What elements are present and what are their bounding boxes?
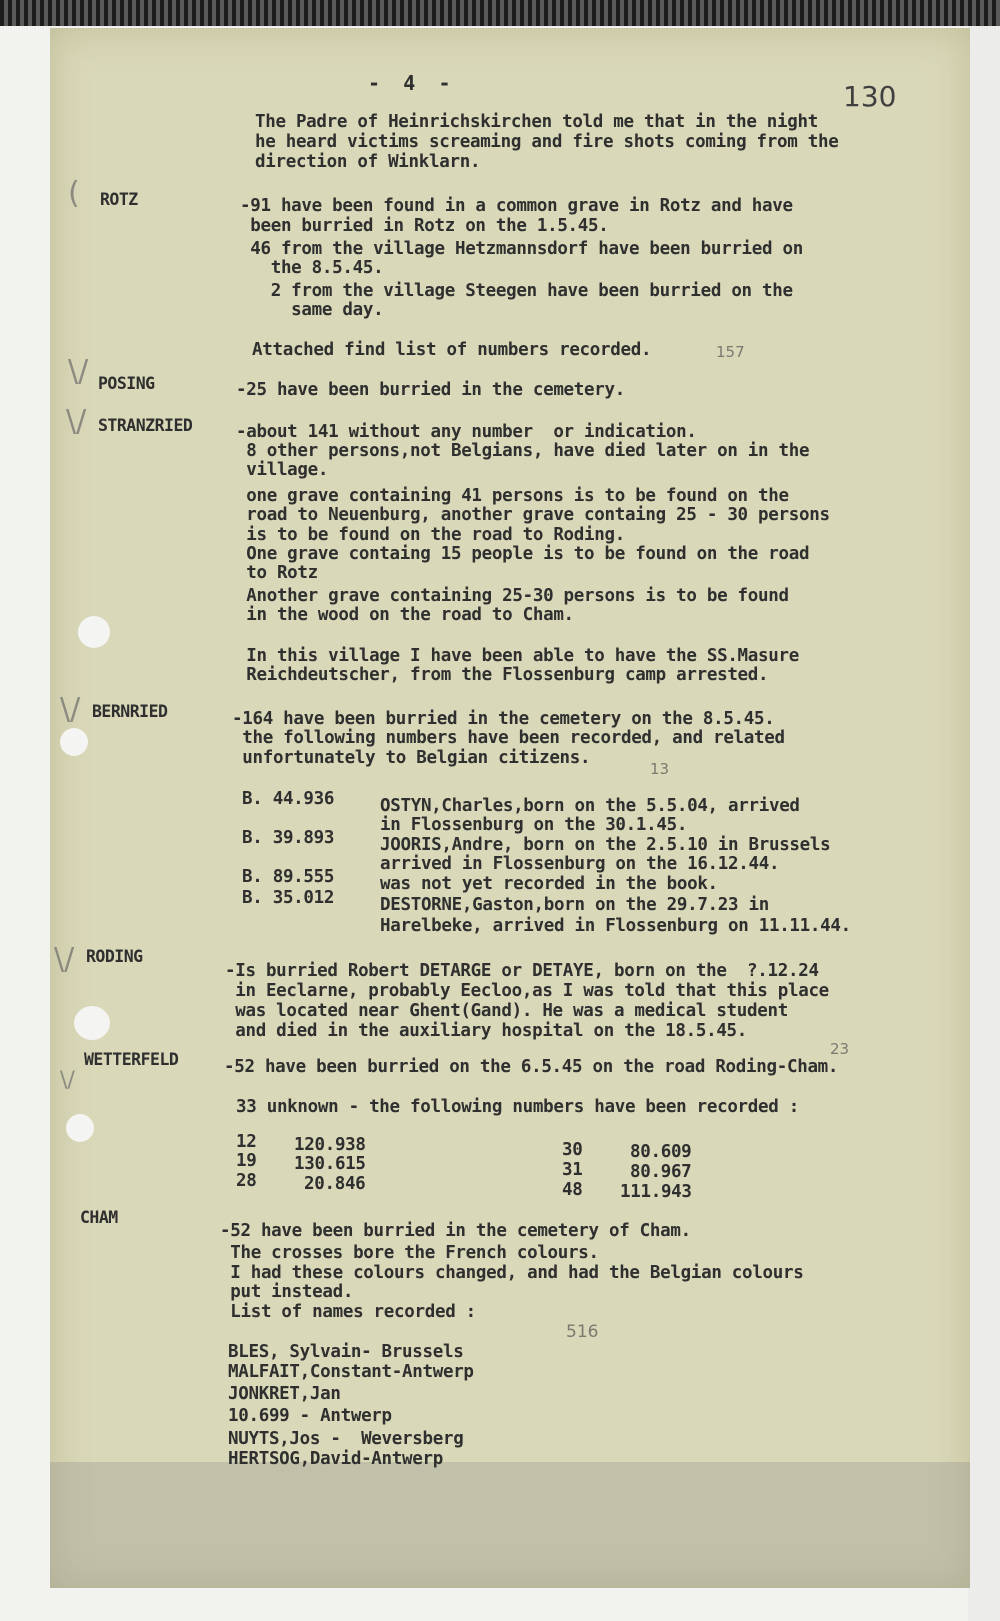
- table-number: 80.609: [630, 1142, 692, 1162]
- section-label-cham: CHAM: [80, 1208, 118, 1227]
- section-label-bernried: BERNRIED: [92, 702, 168, 721]
- table-number: 130.615: [294, 1154, 366, 1174]
- text-line: I had these colours changed, and had the Belgian colours: [220, 1263, 804, 1283]
- name-entry: JONKRET,Jan: [228, 1384, 341, 1404]
- pencil-tick-mark: \/: [68, 354, 89, 389]
- text-line: in Eeclarne, probably Eecloo,as I was told that this place: [225, 981, 829, 1001]
- text-line: -about 141 without any number or indication.: [236, 422, 697, 442]
- table-number: 120.938: [294, 1135, 366, 1155]
- text-line: village.: [236, 460, 329, 480]
- text-line: Attached find list of numbers recorded.: [252, 340, 652, 360]
- punch-hole: [74, 1006, 110, 1040]
- name-entry: NUYTS,Jos - Weversberg: [228, 1429, 464, 1449]
- text-line: -52 have been burried on the 6.5.45 on the road Roding-Cham.: [224, 1057, 839, 1077]
- pencil-tick-mark: \/: [66, 404, 87, 439]
- text-line: is to be found on the road to Roding.: [236, 525, 625, 545]
- page-number: - 4 -: [368, 71, 451, 95]
- record-number: B. 39.893: [242, 828, 335, 848]
- pencil-note: 23: [830, 1040, 850, 1058]
- name-entry: MALFAIT,Constant-Antwerp: [228, 1362, 474, 1382]
- section-label-posing: POSING: [98, 374, 155, 393]
- text-line: 2 from the village Steegen have been burried on the: [240, 281, 793, 301]
- table-index: 30: [562, 1140, 583, 1160]
- punch-hole: [60, 728, 88, 756]
- record-text: in Flossenburg on the 30.1.45.: [380, 815, 688, 835]
- text-line: In this village I have been able to have the SS.Masure: [236, 646, 799, 666]
- text-line: -52 have been burried in the cemetery of Cham.: [220, 1221, 691, 1241]
- text-line: 33 unknown - the following numbers have been recorded :: [236, 1097, 799, 1117]
- text-line: -Is burried Robert DETARGE or DETAYE, born on the ?.12.24: [225, 961, 819, 981]
- text-line: 46 from the village Hetzmannsdorf have been burried on: [240, 239, 803, 259]
- name-entry: BLES, Sylvain- Brussels: [228, 1342, 464, 1362]
- text-line: The Padre of Heinrichskirchen told me that in the night: [255, 112, 818, 132]
- record-text: arrived in Flossenburg on the 16.12.44.: [380, 854, 780, 874]
- record-number: B. 44.936: [242, 789, 335, 809]
- record-text: Harelbeke, arrived in Flossenburg on 11.11.44.: [380, 916, 851, 936]
- sleeve-binding-strip: [0, 0, 1000, 26]
- table-index: 48: [562, 1180, 583, 1200]
- text-line: One grave containg 15 people is to be found on the road: [236, 544, 810, 564]
- table-number: 20.846: [304, 1174, 366, 1194]
- text-line: one grave containing 41 persons is to be found on the: [236, 486, 789, 506]
- pencil-tick-mark: \/: [60, 1068, 75, 1093]
- name-entry: HERTSOG,David-Antwerp: [228, 1449, 443, 1469]
- text-line: The crosses bore the French colours.: [220, 1243, 599, 1263]
- table-index: 28: [236, 1171, 257, 1191]
- text-line: -91 have been found in a common grave in Rotz and have: [240, 196, 793, 216]
- section-label-roding: RODING: [86, 947, 143, 966]
- sleeve-right-edge: [968, 26, 1000, 1621]
- section-label-wetterfeld: WETTERFELD: [84, 1050, 179, 1069]
- record-text: DESTORNE,Gaston,born on the 29.7.23 in: [380, 895, 769, 915]
- text-line: in the wood on the road to Cham.: [236, 605, 574, 625]
- pencil-tick-mark: \/: [54, 942, 75, 977]
- record-number: B. 35.012: [242, 888, 335, 908]
- text-line: the following numbers have been recorded, and related: [232, 728, 785, 748]
- text-line: he heard victims screaming and fire shots coming from the: [255, 132, 839, 152]
- text-line: road to Neuenburg, another grave containg 25 - 30 persons: [236, 505, 830, 525]
- section-label-rotz: ROTZ: [100, 190, 138, 209]
- punch-hole: [78, 616, 110, 648]
- text-line: the 8.5.45.: [240, 258, 384, 278]
- text-line: same day.: [240, 300, 384, 320]
- record-text: JOORIS,Andre, born on the 2.5.10 in Brussels: [380, 835, 831, 855]
- text-line: was located near Ghent(Gand). He was a medical student: [225, 1001, 788, 1021]
- table-index: 31: [562, 1160, 583, 1180]
- pencil-tick-mark: \/: [60, 692, 81, 727]
- stamp-number: 130: [843, 80, 897, 113]
- pencil-note: 13: [650, 760, 670, 778]
- sleeve-overlap-shade: [50, 1462, 970, 1588]
- text-line: put instead.: [220, 1282, 354, 1302]
- text-line: and died in the auxiliary hospital on the 18.5.45.: [225, 1021, 748, 1041]
- text-line: direction of Winklarn.: [255, 152, 481, 172]
- pencil-note: 157: [716, 343, 745, 361]
- record-text: OSTYN,Charles,born on the 5.5.04, arrived: [380, 796, 800, 816]
- name-entry: 10.699 - Antwerp: [228, 1406, 392, 1426]
- table-index: 19: [236, 1151, 257, 1171]
- pencil-tick-mark: (: [68, 176, 80, 211]
- table-number: 80.967: [630, 1162, 692, 1182]
- table-number: 111.943: [620, 1182, 692, 1202]
- record-number: B. 89.555: [242, 867, 335, 887]
- text-line: List of names recorded :: [220, 1302, 476, 1322]
- text-line: unfortunately to Belgian citizens.: [232, 748, 591, 768]
- section-label-stranzried: STRANZRIED: [98, 416, 193, 435]
- punch-hole: [66, 1114, 94, 1142]
- table-index: 12: [236, 1132, 257, 1152]
- text-line: Reichdeutscher, from the Flossenburg camp arrested.: [236, 665, 769, 685]
- text-line: to Rotz: [236, 563, 318, 583]
- text-line: 8 other persons,not Belgians, have died later on in the: [236, 441, 810, 461]
- text-line: Another grave containing 25-30 persons is to be found: [236, 586, 789, 606]
- text-line: been burried in Rotz on the 1.5.45.: [240, 216, 609, 236]
- record-text: was not yet recorded in the book.: [380, 874, 718, 894]
- pencil-note: 516: [566, 1322, 599, 1342]
- text-line: -25 have been burried in the cemetery.: [236, 380, 625, 400]
- text-line: -164 have been burried in the cemetery on the 8.5.45.: [232, 709, 775, 729]
